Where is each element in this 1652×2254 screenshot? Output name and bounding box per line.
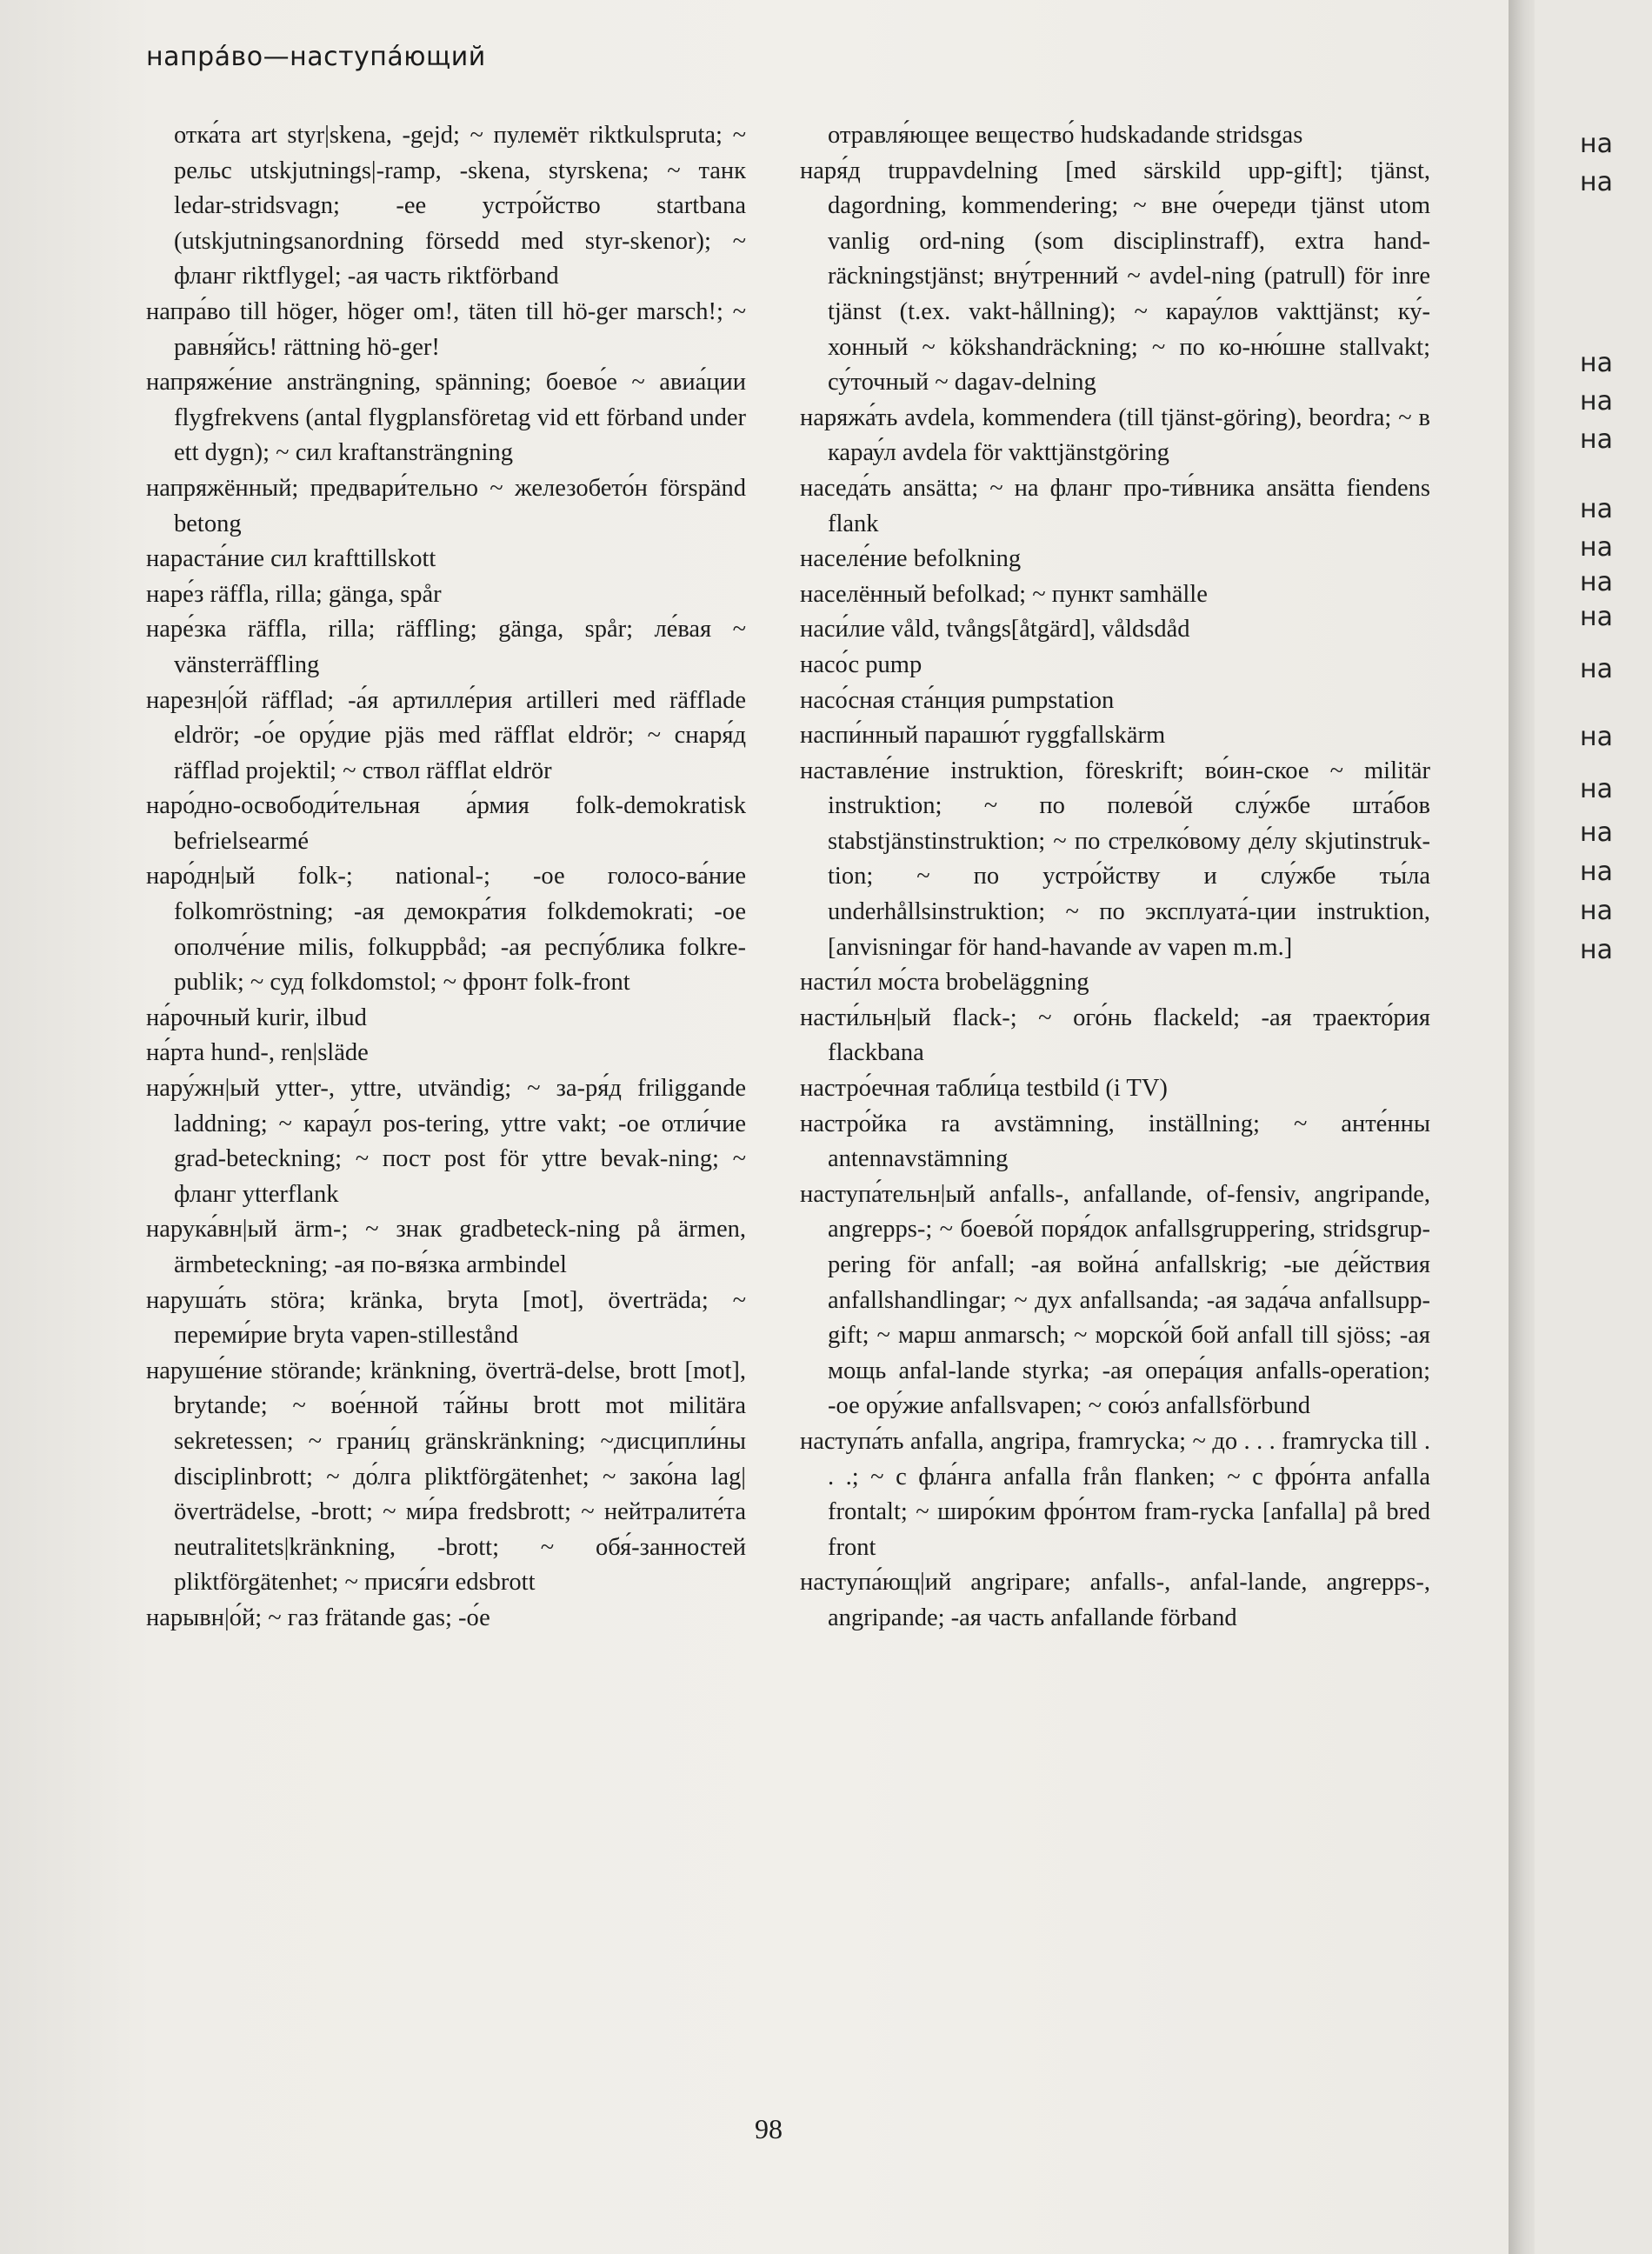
facing-page-fragment: на — [1580, 532, 1613, 563]
dictionary-entry: наступа́ть anfalla, angripa, framrycka; ~ до . . . framrycka till . . .; ~ с фла́нга anfalla från flanken; ~ с фро́нта anfalla frontalt; ~ широ́ким фро́нтом fram-rycka [anfalla] på bred front — [800, 1427, 1430, 1561]
dictionary-entry: наря́д truppavdelning [med särskild upp-gift]; tjänst, dagordning, kommendering; ~ вне о́череди tjänst utom vanlig ord-ning (som disciplinstraff), extra hand-räckningstjänst; вну́тренний ~ avdel-ning (patrull) för inre tjänst (t.ex. vakt-hållning); ~ карау́лов vakttjänst; ку́-хонный ~ kökshandräckning; ~ по ко-ню́шне stallvakt; су́точный ~ dagav-delning — [800, 157, 1430, 397]
facing-page-fragment: на — [1580, 386, 1613, 417]
facing-page-fragment: на — [1580, 654, 1613, 684]
facing-page-fragment: на — [1580, 602, 1613, 632]
facing-page-fragment: на — [1580, 774, 1613, 804]
dictionary-entry: напряже́ние ansträngning, spänning; боево́е ~ авиа́ции flygfrekvens (antal flygplansföretag vid ett förband under ett dygn); ~ сил kraftansträngning — [146, 369, 746, 467]
facing-page-edge — [1535, 0, 1652, 2254]
facing-page-fragment: на — [1580, 424, 1613, 455]
dictionary-entry: наруше́ние störande; kränkning, överträ-delse, brott [mot], brytande; ~ вое́нной та́йны brott mot militära sekretessen; ~ грани́ц gränskränkning; ~дисципли́ны disciplinbrott; ~ до́лга pliktförgätenhet; ~ зако́на lag|överträdelse, -brott; ~ ми́ра fredsbrott; ~ нейтралите́та neutralitets|kränkning, -brott; ~ обя́-занностей pliktförgätenhet; ~ прися́ги edsbrott — [146, 1357, 746, 1597]
facing-page-fragment: на — [1580, 494, 1613, 524]
dictionary-entry: наставле́ние instruktion, föreskrift; во́ин-ское ~ militär instruktion; ~ по полево́й слу́жбе шта́бов stabstjänstinstruktion; ~ по стрелко́вому де́лу skjutinstruk-tion; ~ по устро́йству и слу́жбе ты́ла underhållsinstruktion; ~ по эксплуата́-ции instruktion, [anvisningar för hand-havande av vapen m.m.] — [800, 757, 1430, 961]
facing-page-fragment: на — [1580, 129, 1613, 159]
dictionary-entry: наспи́нный парашю́т ryggfallskärm — [800, 722, 1166, 750]
running-head: напра́во—наступа́ющий — [146, 42, 486, 72]
facing-page-fragment: на — [1580, 896, 1613, 926]
dictionary-entry: наро́дно-освободи́тельная а́рмия folk-demokratisk befrielsearmé — [146, 792, 746, 855]
dictionary-entry: наси́лие våld, tvångs[åtgärd], våldsdåd — [800, 616, 1190, 644]
dictionary-entry: отка́та art styr|skena, -gejd; ~ пулемёт riktkulspruta; ~ рельс utskjutnings|-ramp, -skena, styrskena; ~ танк ledar-stridsvagn; -ее устро́йство startbana (utskjutningsanordning försedd med styr-skenor); ~ фланг riktflygel; -ая часть riktförband — [174, 122, 746, 290]
facing-page-fragment: на — [1580, 857, 1613, 887]
dictionary-entry: населе́ние befolkning — [800, 545, 1022, 573]
dictionary-entry: нарука́вн|ый ärm-; ~ знак gradbeteck-ning på ärmen, ärmbeteckning; -ая по-вя́зка armbindel — [146, 1216, 746, 1278]
page-number: 98 — [755, 2113, 783, 2144]
facing-page-fragment: на — [1580, 167, 1613, 197]
left-column — [146, 118, 746, 1637]
book-gutter — [1509, 0, 1535, 2254]
dictionary-entry: наряжа́ть avdela, kommendera (till tjänst-göring), beordra; ~ в карау́л avdela för vakttjänstgöring — [800, 403, 1430, 467]
dictionary-entry: напра́во till höger, höger om!, täten till hö-ger marsch!; ~ равня́йсь! rättning hö-ger! — [146, 297, 746, 361]
dictionary-entry: на́рта hund-, ren|släde — [146, 1039, 369, 1067]
dictionary-entry: наседа́ть ansätta; ~ на фланг про-ти́вника ansätta fiendens flank — [800, 474, 1430, 537]
dictionary-entry: нарезн|о́й räfflad; -а́я артилле́рия artilleri med räfflade eldrör; -о́е ору́дие pjäs med räfflat eldrör; ~ снаря́д räfflad projektil; ~ ствол räfflat eldrör — [146, 686, 746, 784]
dictionary-entry: наступа́тельн|ый anfalls-, anfallande, of-fensiv, angripande, angrepps-; ~ боево́й поря́док anfallsgruppering, stridsgrup-pering för anfall; -ая война́ anfallskrig; -ые де́йствия anfallshandlingar; ~ дух anfallsanda; -ая зада́ча anfallsupp-gift; ~ марш anmarsch; ~ морско́й бой anfall till sjöss; -ая мощь anfal-lande styrka; -ая опера́ция anfalls-operation; -ое ору́жие anfallsvapen; ~ сою́з anfallsförbund — [800, 1180, 1430, 1420]
facing-page-fragment: на — [1580, 935, 1613, 965]
facing-page-fragment: на — [1580, 722, 1613, 752]
dictionary-entry: насти́льн|ый flack-; ~ ого́нь flackeld; -ая траекто́рия flackbana — [800, 1004, 1430, 1067]
dictionary-entry: наре́з räffla, rilla; gänga, spår — [146, 580, 442, 608]
dictionary-entry: нарывн|о́й; ~ газ frätande gas; -о́е — [146, 1604, 490, 1631]
dictionary-entry: наро́дн|ый folk-; national-; -ое голосо-ва́ние folkomröstning; -ая демокра́тия folkdemokrati; -ое ополче́ние milis, folkuppbåd; -ая респу́блика folkre-publik; ~ суд folkdomstol; ~ фронт folk-front — [146, 863, 746, 997]
dictionary-entry: нараста́ние сил krafttillskott — [146, 545, 436, 573]
dictionary-entry: насти́л мо́ста brobeläggning — [800, 969, 1089, 997]
dictionary-entry: на́рочный kurir, ilbud — [146, 1004, 367, 1031]
dictionary-entry: настро́ечная табли́ца testbild (i TV) — [800, 1075, 1168, 1103]
dictionary-entry: насо́с pump — [800, 650, 923, 678]
dictionary-entry: наруша́ть störa; kränka, bryta [mot], överträda; ~ переми́рие bryta vapen-stillestånd — [146, 1286, 746, 1350]
right-column — [800, 118, 1430, 1637]
dictionary-entry: нару́жн|ый ytter-, yttre, utvändig; ~ за-ря́д friliggande laddning; ~ карау́л pos-tering, yttre vakt; -ое отли́чие grad-beteckning; ~ пост post för yttre bevak-ning; ~ фланг ytterflank — [146, 1075, 746, 1208]
dictionary-entry: отравля́ющее вещество́ hudskadande stridsgas — [828, 122, 1303, 149]
dictionary-entry: населённый befolkad; ~ пункт samhälle — [800, 580, 1208, 608]
facing-page-fragment: на — [1580, 567, 1613, 597]
dictionary-entry: настро́йка ra avstämning, inställning; ~ анте́нны antennavstämning — [800, 1110, 1430, 1173]
dictionary-entry: наре́зка räffla, rilla; räffling; gänga, spår; ле́вая ~ vänsterräffling — [146, 616, 746, 678]
dictionary-entry: наступа́ющ|ий angripare; anfalls-, anfal-lande, angrepps-, angripande; -ая часть anfallande förband — [800, 1569, 1430, 1631]
facing-page-fragment: на — [1580, 817, 1613, 848]
dictionary-entry: напряжённый; предвари́тельно ~ железобето́н förspänd betong — [146, 474, 746, 537]
dictionary-entry: насо́сная ста́нция pumpstation — [800, 686, 1115, 714]
facing-page-fragment: на — [1580, 348, 1613, 378]
